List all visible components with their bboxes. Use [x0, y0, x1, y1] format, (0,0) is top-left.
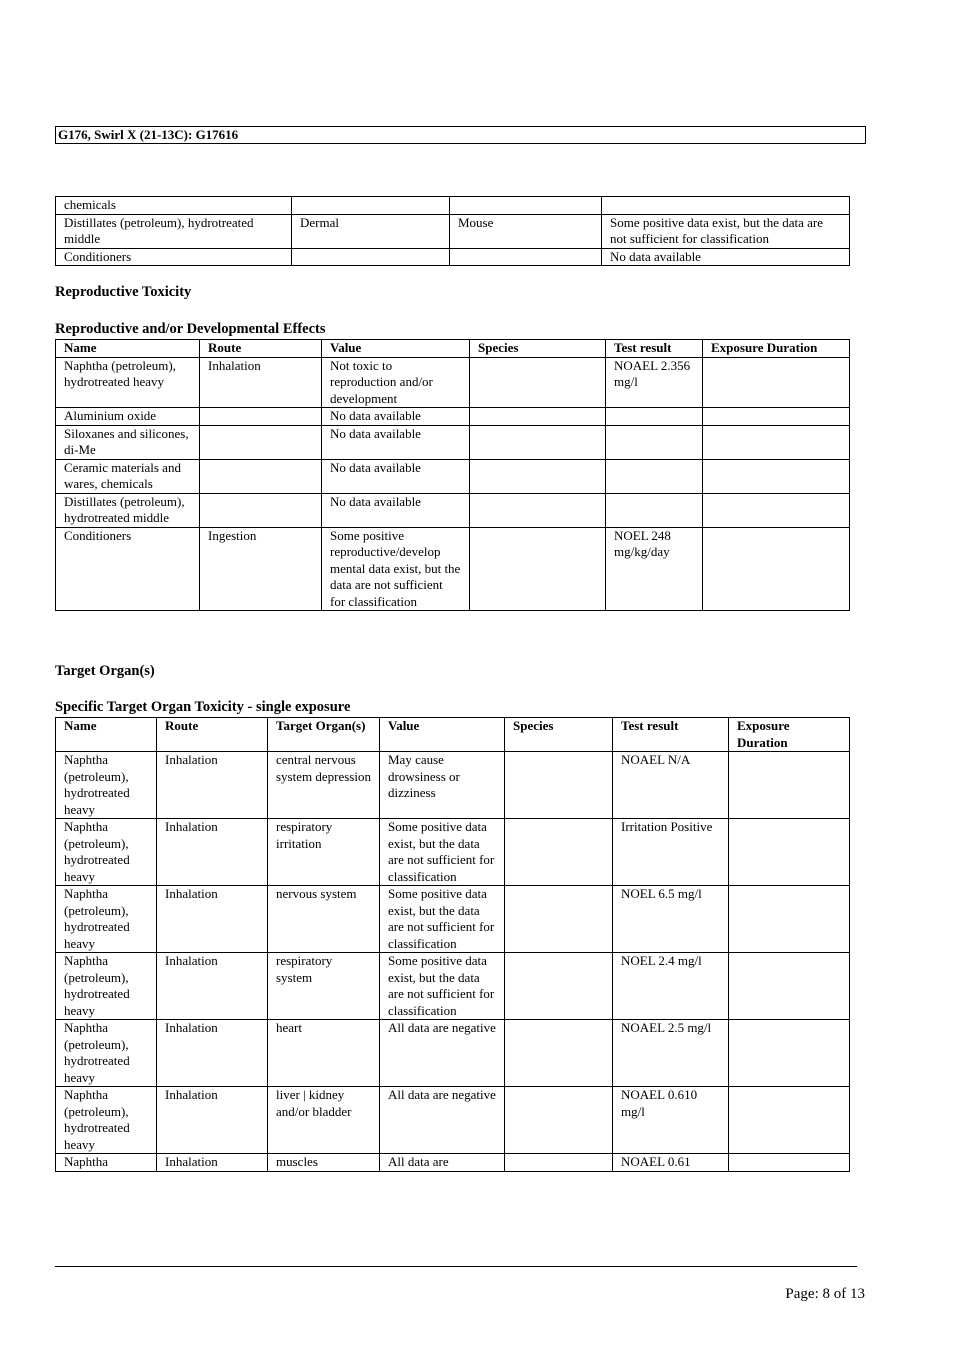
page-number: Page: 8 of 13 — [785, 1286, 865, 1302]
table-cell: Inhalation — [157, 953, 268, 1020]
table-cell: respiratory system — [268, 953, 380, 1020]
stot-table — [55, 717, 850, 1172]
table-cell — [729, 886, 850, 953]
table-cell: No data available — [602, 248, 850, 266]
table-row — [56, 214, 850, 248]
table-cell — [729, 953, 850, 1020]
table-cell: muscles — [268, 1154, 380, 1172]
table-cell — [729, 1154, 850, 1172]
table-cell: Some positive data exist, but the data are not sufficient for classification — [380, 886, 505, 953]
column-header: Exposure Duration — [729, 718, 850, 752]
table-cell — [470, 527, 606, 611]
table-row — [56, 527, 850, 611]
table-cell — [606, 408, 703, 426]
table-cell: No data available — [322, 425, 470, 459]
table-cell: Aluminium oxide — [56, 408, 200, 426]
table-cell — [729, 1087, 850, 1154]
table-row — [56, 425, 850, 459]
table-cell: Irritation Positive — [613, 819, 729, 886]
table-cell — [470, 459, 606, 493]
table-cell: Conditioners — [56, 248, 292, 266]
table-cell: NOAEL 2.5 mg/l — [613, 1020, 729, 1087]
table-cell: Naphtha (petroleum), hydrotreated heavy — [56, 752, 157, 819]
table-cell — [505, 886, 613, 953]
table-cell: Ceramic materials and wares, chemicals — [56, 459, 200, 493]
table-cell: Distillates (petroleum), hydrotreated middle — [56, 493, 200, 527]
table-cell: Inhalation — [157, 1087, 268, 1154]
table-cell: May cause drowsiness or dizziness — [380, 752, 505, 819]
table-cell: Naphtha (petroleum), hydrotreated heavy — [56, 1087, 157, 1154]
table-cell: Dermal — [292, 214, 450, 248]
table-cell: Inhalation — [200, 357, 322, 408]
table-cell: No data available — [322, 459, 470, 493]
table-cell — [200, 408, 322, 426]
table-cell: Mouse — [450, 214, 602, 248]
reproductive-section-title: Reproductive Toxicity — [55, 284, 192, 300]
table-cell: NOEL 2.4 mg/l — [613, 953, 729, 1020]
table-cell — [200, 425, 322, 459]
table-row — [56, 886, 850, 953]
column-header: Name — [56, 718, 157, 752]
table-cell: NOAEL 0.610 mg/l — [613, 1087, 729, 1154]
table-cell: Naphtha (petroleum), hydrotreated heavy — [56, 953, 157, 1020]
table-row — [56, 752, 850, 819]
table-cell — [606, 459, 703, 493]
table-cell: chemicals — [56, 197, 292, 215]
table-cell: Distillates (petroleum), hydrotreated middle — [56, 214, 292, 248]
table-row — [56, 248, 850, 266]
table-cell: liver | kidney and/or bladder — [268, 1087, 380, 1154]
column-header: Test result — [613, 718, 729, 752]
table-cell — [729, 1020, 850, 1087]
table-row — [56, 357, 850, 408]
table-cell: Some positive reproductive/develop mental data exist, but the data are not sufficient for classification — [322, 527, 470, 611]
reproductive-table — [55, 339, 850, 611]
table-cell: Naphtha (petroleum), hydrotreated heavy — [56, 819, 157, 886]
table-cell: heart — [268, 1020, 380, 1087]
target-organ-section-title: Target Organ(s) — [55, 663, 155, 679]
table-cell: Inhalation — [157, 1154, 268, 1172]
table-cell — [470, 425, 606, 459]
column-header: Value — [322, 340, 470, 358]
table-cell: Some positive data exist, but the data are not sufficient for classification — [380, 819, 505, 886]
column-header: Exposure Duration — [703, 340, 850, 358]
table-cell — [606, 425, 703, 459]
table-cell — [200, 459, 322, 493]
table-cell — [505, 819, 613, 886]
table-cell: No data available — [322, 408, 470, 426]
table-cell — [703, 357, 850, 408]
table-cell — [505, 1154, 613, 1172]
table-row — [56, 819, 850, 886]
table-cell — [470, 408, 606, 426]
table-cell: Conditioners — [56, 527, 200, 611]
column-header: Route — [200, 340, 322, 358]
table-row — [56, 1087, 850, 1154]
table-cell: All data are negative — [380, 1020, 505, 1087]
table-cell — [292, 248, 450, 266]
table-cell — [292, 197, 450, 215]
column-header: Species — [505, 718, 613, 752]
table-cell: nervous system — [268, 886, 380, 953]
table-cell: NOEL 6.5 mg/l — [613, 886, 729, 953]
table-cell — [470, 493, 606, 527]
table-cell — [470, 357, 606, 408]
table-cell: Inhalation — [157, 752, 268, 819]
table-cell — [602, 197, 850, 215]
table-cell: Inhalation — [157, 819, 268, 886]
table-cell: Some positive data exist, but the data are not sufficient for classification — [602, 214, 850, 248]
table-cell: NOAEL N/A — [613, 752, 729, 819]
table-row — [56, 408, 850, 426]
table-cell: NOEL 248 mg/kg/day — [606, 527, 703, 611]
table-cell: All data are — [380, 1154, 505, 1172]
table-cell — [729, 752, 850, 819]
table-cell — [703, 527, 850, 611]
footer-divider — [55, 1266, 857, 1267]
table-cell: respiratory irritation — [268, 819, 380, 886]
table-cell: NOAEL 0.61 — [613, 1154, 729, 1172]
table-cell — [703, 493, 850, 527]
table-cell — [505, 752, 613, 819]
table-cell — [703, 425, 850, 459]
table-cell: Naphtha — [56, 1154, 157, 1172]
table-row — [56, 197, 850, 215]
table-cell: Ingestion — [200, 527, 322, 611]
table-cell: No data available — [322, 493, 470, 527]
table-cell — [703, 408, 850, 426]
table-cell: Inhalation — [157, 1020, 268, 1087]
table-row — [56, 493, 850, 527]
table-cell — [505, 953, 613, 1020]
table-cell — [505, 1087, 613, 1154]
table-cell: Siloxanes and silicones, di-Me — [56, 425, 200, 459]
table-cell — [606, 493, 703, 527]
table-row — [56, 1154, 850, 1172]
stot-table-title: Specific Target Organ Toxicity - single exposure — [55, 699, 351, 715]
table-cell: Not toxic to reproduction and/or development — [322, 357, 470, 408]
table-row — [56, 459, 850, 493]
table-cell: central nervous system depression — [268, 752, 380, 819]
table-cell — [703, 459, 850, 493]
table-cell: Naphtha (petroleum), hydrotreated heavy — [56, 886, 157, 953]
table-cell — [505, 1020, 613, 1087]
table-cell — [200, 493, 322, 527]
table-cell: Naphtha (petroleum), hydrotreated heavy — [56, 357, 200, 408]
column-header: Test result — [606, 340, 703, 358]
continued-table — [55, 196, 850, 266]
reproductive-table-title: Reproductive and/or Developmental Effects — [55, 321, 326, 337]
document-header: G176, Swirl X (21-13C): G17616 — [55, 126, 866, 144]
table-cell: Inhalation — [157, 886, 268, 953]
table-row — [56, 1020, 850, 1087]
table-cell — [729, 819, 850, 886]
table-cell — [450, 248, 602, 266]
table-cell: NOAEL 2.356 mg/l — [606, 357, 703, 408]
column-header: Route — [157, 718, 268, 752]
column-header: Value — [380, 718, 505, 752]
table-cell — [450, 197, 602, 215]
table-cell: Naphtha (petroleum), hydrotreated heavy — [56, 1020, 157, 1087]
column-header: Name — [56, 340, 200, 358]
table-cell: All data are negative — [380, 1087, 505, 1154]
table-row — [56, 953, 850, 1020]
column-header: Species — [470, 340, 606, 358]
table-cell: Some positive data exist, but the data are not sufficient for classification — [380, 953, 505, 1020]
column-header: Target Organ(s) — [268, 718, 380, 752]
